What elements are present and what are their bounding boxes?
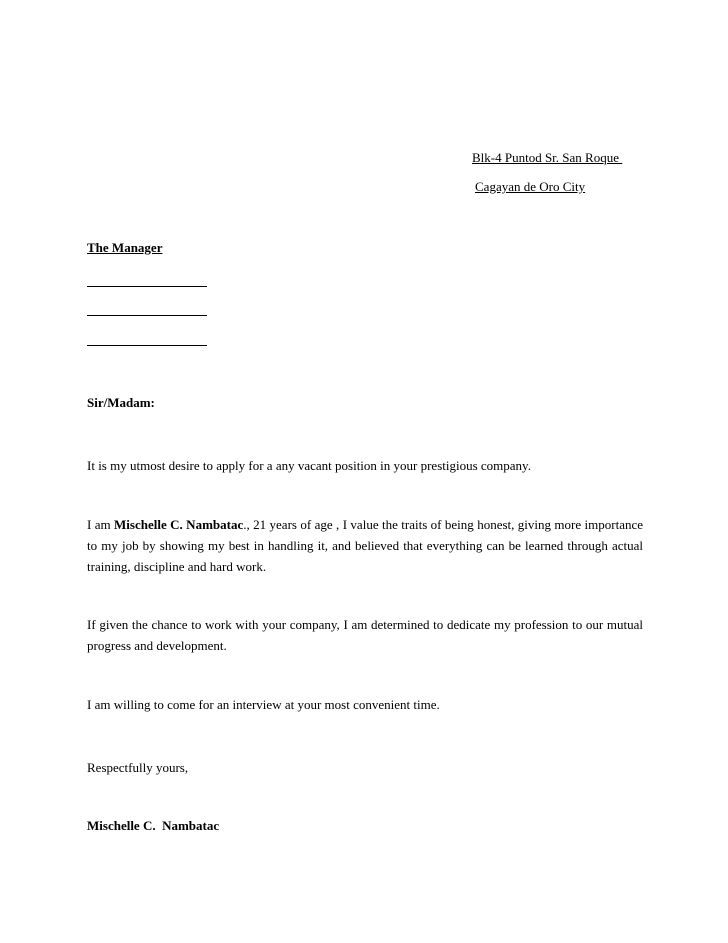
recipient-blank-line [87,286,207,287]
paragraph-2-rest: ., 21 years of age , I value the traits of being honest, giving more importance to my job by showing my best in handling it, and believed that everything can be learned through actual training, discipline and hard work. [87,517,644,574]
recipient-blank-line [87,345,207,346]
paragraph-2-prefix: I am [87,517,115,532]
closing: Respectfully yours, [87,760,189,775]
body-paragraph-4: I am willing to come for an interview at your most convenient time. [87,697,440,712]
recipient-title: The Manager [87,240,163,255]
body-paragraph-3: If given the chance to work with your company, I am determined to dedicate my profession to our mutual progress and development. [87,617,643,653]
recipient-blank-line [87,315,207,316]
sender-address-line-2: Cagayan de Oro City [475,179,586,194]
body-paragraph-1: It is my utmost desire to apply for a any vacant position in your prestigious company. [87,458,531,473]
salutation: Sir/Madam: [87,395,155,410]
sender-address-line-1: Blk-4 Puntod Sr. San Roque [472,150,623,165]
applicant-name-inline: Mischelle C. Nambatac [114,517,244,532]
signature-name: Mischelle C. Nambatac [87,818,220,833]
body-paragraph-2 [87,514,643,577]
